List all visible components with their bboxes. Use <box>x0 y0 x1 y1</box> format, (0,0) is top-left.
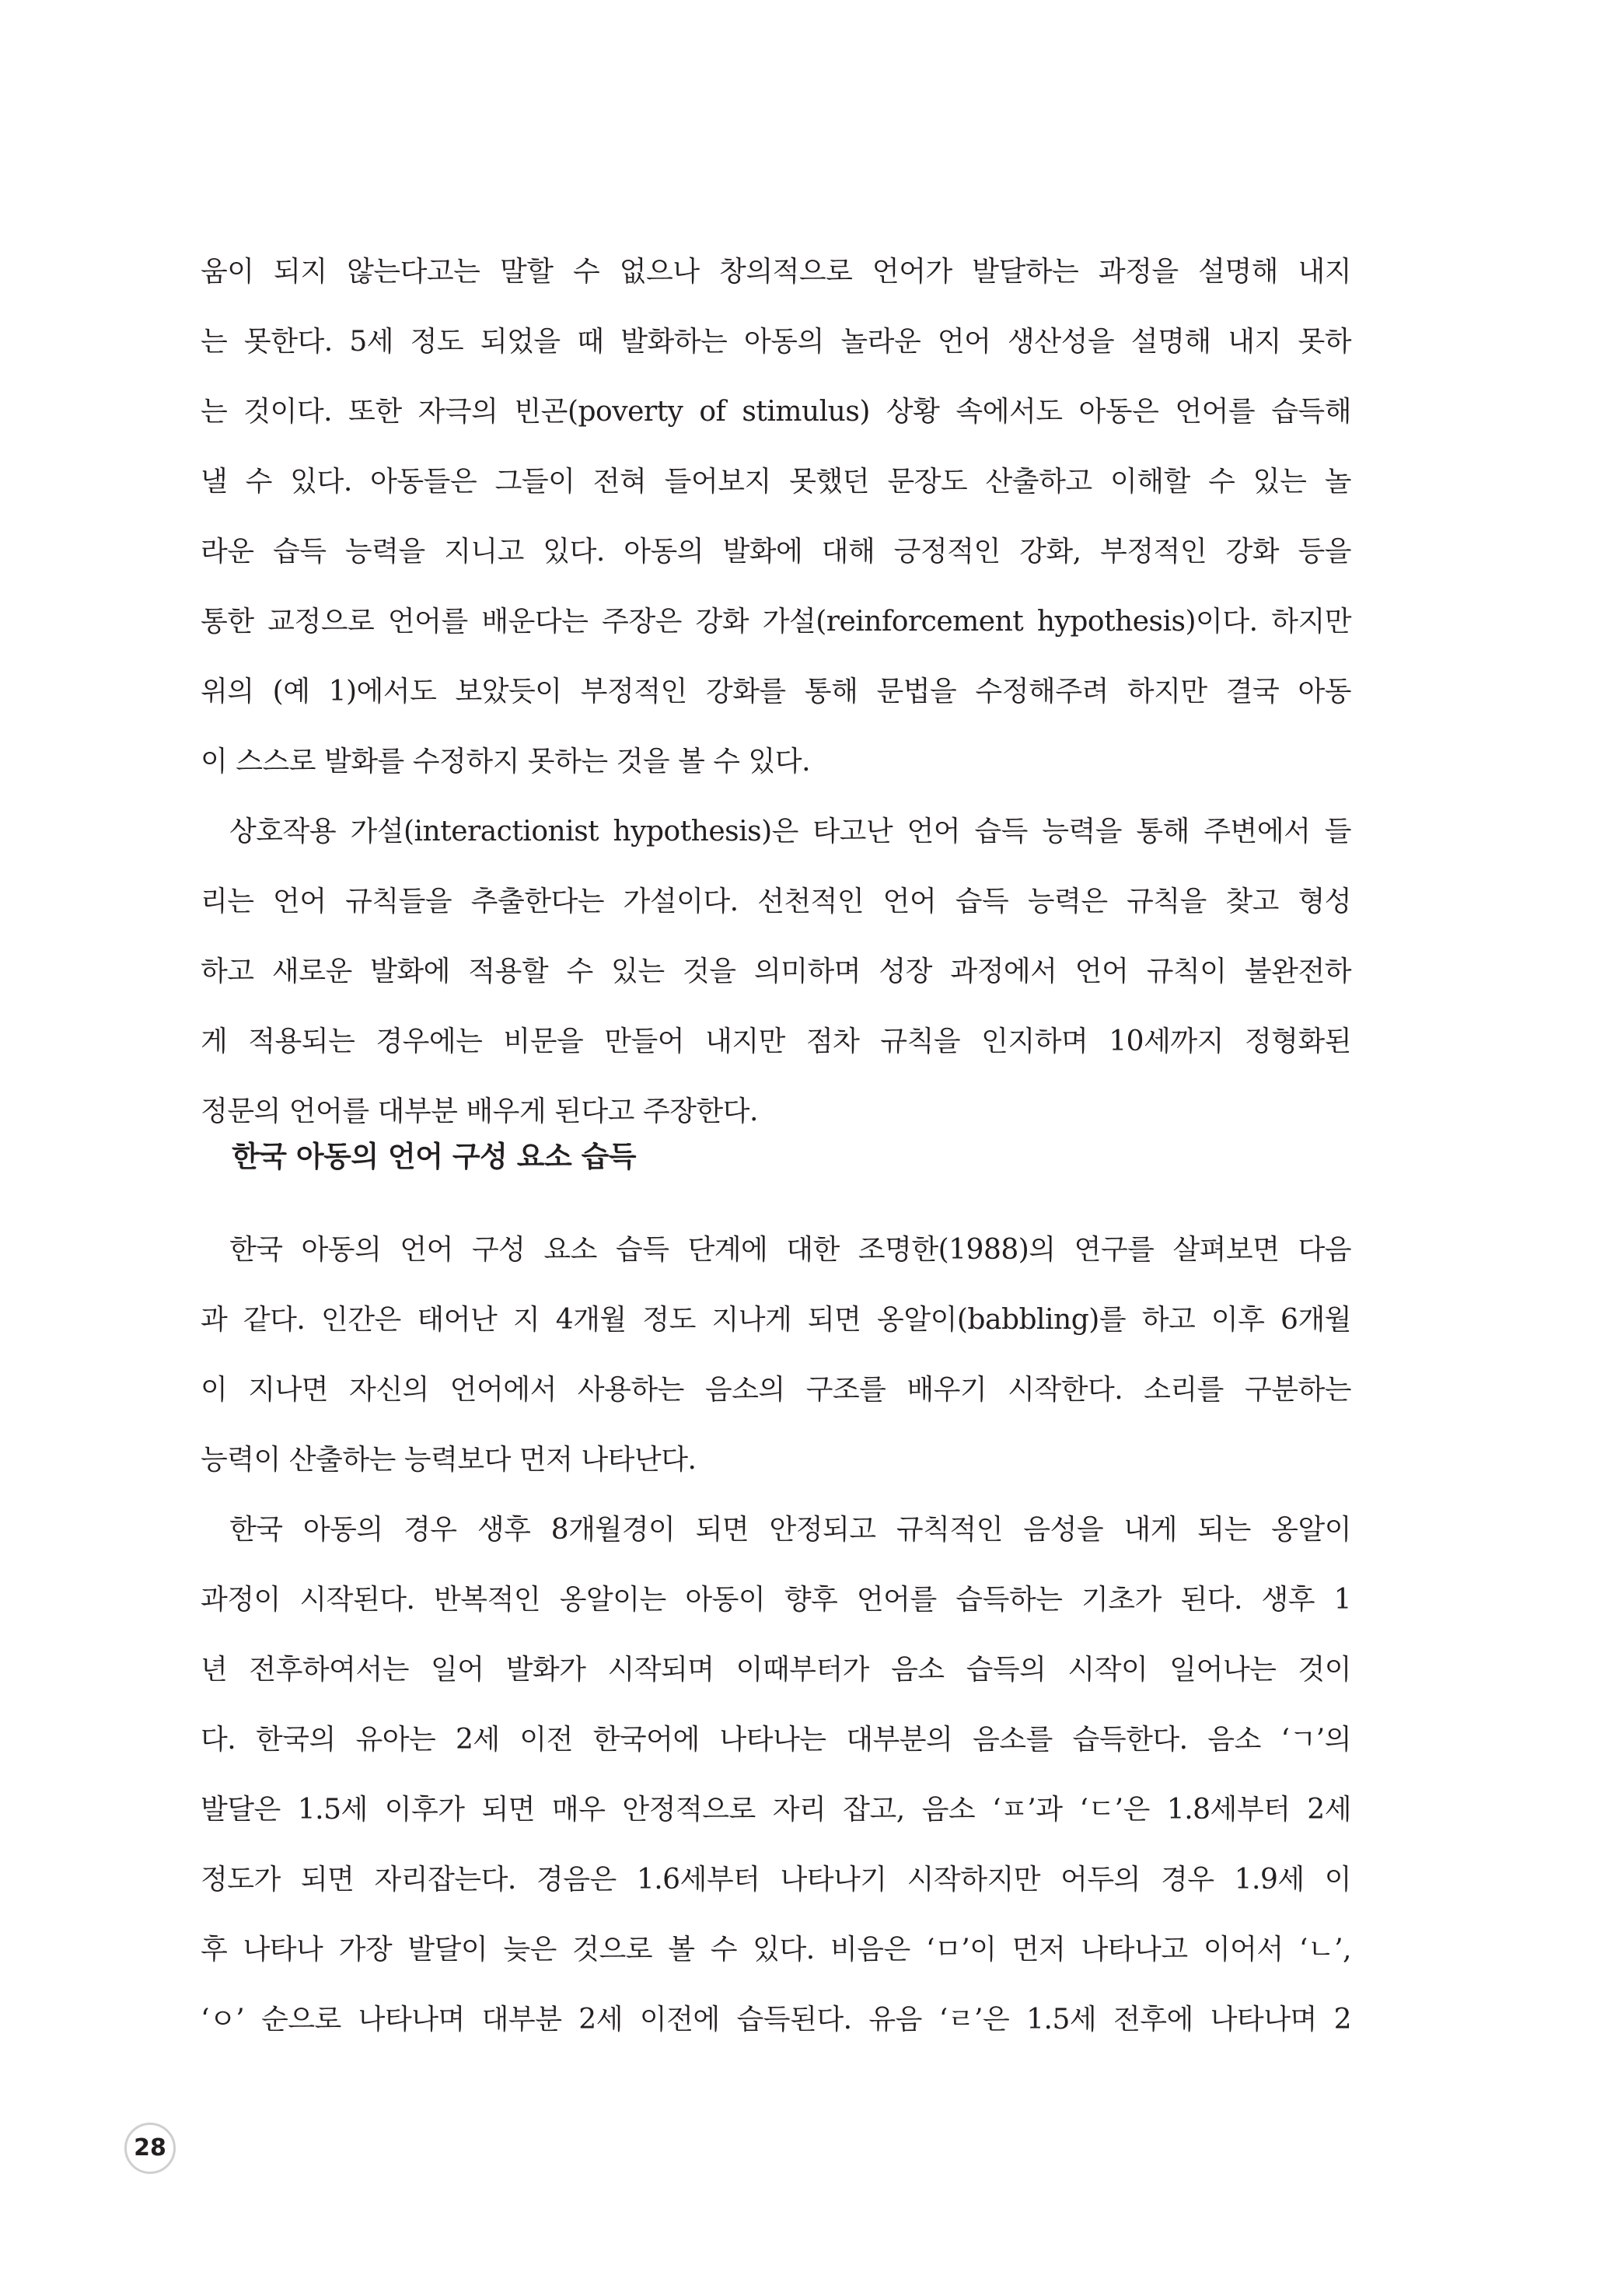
body-text-line: 게 적용되는 경우에는 비문을 만들어 내지만 점차 규칙을 인지하며 10세까지 정형화된 <box>201 1026 1351 1057</box>
body-text-line: 한국 아동의 언어 구성 요소 습득 단계에 대한 조명한(1988)의 연구를 살펴보면 다음 <box>229 1234 1351 1266</box>
body-text-line: 이 스스로 발화를 수정하지 못하는 것을 볼 수 있다. <box>201 746 811 778</box>
body-text-line: 년 전후하여서는 일어 발화가 시작되며 이때부터가 음소 습득의 시작이 일어나는 것이 <box>201 1654 1351 1686</box>
body-text-line: 과정이 시작된다. 반복적인 옹알이는 아동이 향후 언어를 습득하는 기초가 된다. 생후 1 <box>201 1584 1351 1616</box>
body-text-line: 발달은 1.5세 이후가 되면 매우 안정적으로 자리 잡고, 음소 ‘ㅍ’과 ‘ㄷ’은 1.8세부터 2세 <box>201 1794 1351 1826</box>
body-text-line: 이 지나면 자신의 언어에서 사용하는 음소의 구조를 배우기 시작한다. 소리를 구분하는 <box>201 1374 1351 1406</box>
body-text-line: 리는 언어 규칙들을 추출한다는 가설이다. 선천적인 언어 습득 능력은 규칙을 찾고 형성 <box>201 886 1351 917</box>
body-text-line: ‘ㅇ’ 순으로 나타나며 대부분 2세 이전에 습득된다. 유음 ‘ㄹ’은 1.5세 전후에 나타나며 2 <box>201 2004 1351 2036</box>
body-text-line: 낼 수 있다. 아동들은 그들이 전혀 들어보지 못했던 문장도 산출하고 이해할 수 있는 놀 <box>201 466 1351 498</box>
body-text-line: 후 나타나 가장 발달이 늦은 것으로 볼 수 있다. 비음은 ‘ㅁ’이 먼저 나타나고 이어서 ‘ㄴ’, <box>201 1934 1351 1966</box>
body-text-line: 한국 아동의 경우 생후 8개월경이 되면 안정되고 규칙적인 음성을 내게 되는 옹알이 <box>229 1514 1351 1546</box>
body-text-line: 는 못한다. 5세 정도 되었을 때 발화하는 아동의 놀라운 언어 생산성을 설명해 내지 못하 <box>201 326 1351 358</box>
body-text-line: 정문의 언어를 대부분 배우게 된다고 주장한다. <box>201 1096 758 1127</box>
body-text-line: 는 것이다. 또한 자극의 빈곤(poverty of stimulus) 상황 속에서도 아동은 언어를 습득해 <box>201 396 1351 428</box>
body-text-line: 다. 한국의 유아는 2세 이전 한국어에 나타나는 대부분의 음소를 습득한다. 음소 ‘ㄱ’의 <box>201 1724 1351 1756</box>
body-text-line: 통한 교정으로 언어를 배운다는 주장은 강화 가설(reinforcement hypothesis)이다. 하지만 <box>201 606 1351 638</box>
body-text-line: 능력이 산출하는 능력보다 먼저 나타난다. <box>201 1444 697 1476</box>
page-number: 28 <box>124 2123 176 2174</box>
body-text-line: 위의 (예 1)에서도 보았듯이 부정적인 강화를 통해 문법을 수정해주려 하지만 결국 아동 <box>201 676 1351 708</box>
section-heading: 한국 아동의 언어 구성 요소 습득 <box>232 1140 637 1173</box>
body-text-line: 라운 습득 능력을 지니고 있다. 아동의 발화에 대해 긍정적인 강화, 부정적인 강화 등을 <box>201 536 1351 568</box>
body-text-line: 하고 새로운 발화에 적용할 수 있는 것을 의미하며 성장 과정에서 언어 규칙이 불완전하 <box>201 956 1351 987</box>
body-text-line: 과 같다. 인간은 태어난 지 4개월 정도 지나게 되면 옹알이(babbling)를 하고 이후 6개월 <box>201 1304 1351 1336</box>
body-text-line: 움이 되지 않는다고는 말할 수 없으나 창의적으로 언어가 발달하는 과정을 설명해 내지 <box>201 256 1351 288</box>
body-text-line: 정도가 되면 자리잡는다. 경음은 1.6세부터 나타나기 시작하지만 어두의 경우 1.9세 이 <box>201 1864 1351 1896</box>
body-text-line: 상호작용 가설(interactionist hypothesis)은 타고난 언어 습득 능력을 통해 주변에서 들 <box>229 816 1351 847</box>
